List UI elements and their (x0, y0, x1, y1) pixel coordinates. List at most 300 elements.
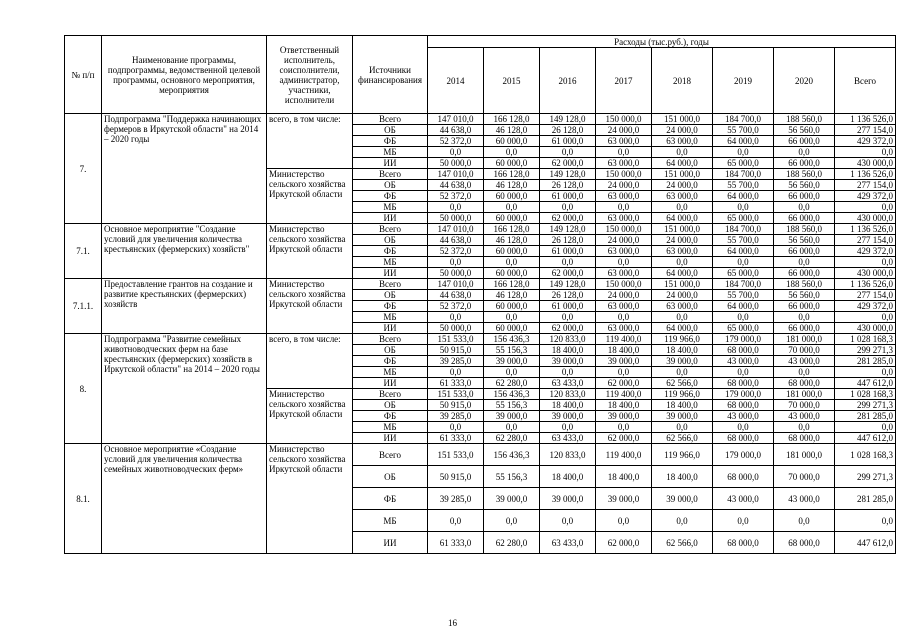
year-value: 0,0 (428, 367, 484, 378)
year-value: 24 000,0 (652, 125, 713, 136)
year-value: 119 966,0 (652, 389, 713, 400)
year-value: 50 000,0 (428, 213, 484, 224)
funding-source: МБ (353, 147, 428, 158)
year-value: 0,0 (484, 422, 540, 433)
year-value: 18 400,0 (596, 400, 652, 411)
year-value: 62 000,0 (540, 268, 596, 279)
year-value: 120 833,0 (540, 444, 596, 466)
year-value: 0,0 (774, 367, 835, 378)
year-value: 56 560,0 (774, 180, 835, 191)
table-row (65, 114, 896, 125)
funding-source: Всего (353, 279, 428, 290)
header-year: 2019 (713, 48, 774, 114)
header-year: Всего (835, 48, 896, 114)
year-value: 184 700,0 (713, 279, 774, 290)
total-value: 277 154,0 (835, 235, 896, 246)
year-value: 18 400,0 (652, 466, 713, 488)
year-value: 60 000,0 (484, 136, 540, 147)
year-value: 66 000,0 (774, 158, 835, 169)
year-value: 0,0 (540, 367, 596, 378)
header-year: 2018 (652, 48, 713, 114)
year-value: 0,0 (713, 312, 774, 323)
year-value: 62 000,0 (596, 378, 652, 389)
year-value: 0,0 (540, 202, 596, 213)
year-value: 150 000,0 (596, 224, 652, 235)
funding-source: ОБ (353, 290, 428, 301)
year-value: 63 000,0 (652, 301, 713, 312)
header-year: 2015 (484, 48, 540, 114)
table-row (65, 444, 896, 466)
year-value: 0,0 (652, 202, 713, 213)
total-value: 429 372,0 (835, 246, 896, 257)
year-value: 188 560,0 (774, 279, 835, 290)
year-value: 63 000,0 (596, 301, 652, 312)
funding-source: ОБ (353, 400, 428, 411)
year-value: 62 566,0 (652, 532, 713, 554)
year-value: 0,0 (652, 257, 713, 268)
item-name: Подпрограмма "Развитие семейных животноводческих ферм на базе крестьянских (фермерских) хозяйств в Иркутской области" на 2014 – 2020 годы (102, 334, 267, 444)
year-value: 0,0 (596, 202, 652, 213)
funding-source: ФБ (353, 488, 428, 510)
year-value: 56 560,0 (774, 125, 835, 136)
year-value: 70 000,0 (774, 466, 835, 488)
year-value: 26 128,0 (540, 235, 596, 246)
year-value: 63 000,0 (596, 268, 652, 279)
year-value: 39 000,0 (484, 356, 540, 367)
funding-source: ИИ (353, 433, 428, 444)
total-value: 299 271,3 (835, 345, 896, 356)
year-value: 119 400,0 (596, 444, 652, 466)
responsible-executor: Министерство сельского хозяйства Иркутской области (267, 224, 353, 279)
total-value: 0,0 (835, 257, 896, 268)
year-value: 0,0 (596, 367, 652, 378)
year-value: 26 128,0 (540, 125, 596, 136)
year-value: 18 400,0 (652, 400, 713, 411)
year-value: 0,0 (774, 312, 835, 323)
year-value: 65 000,0 (713, 158, 774, 169)
year-value: 151 000,0 (652, 169, 713, 180)
year-value: 179 000,0 (713, 334, 774, 345)
year-value: 181 000,0 (774, 334, 835, 345)
year-value: 68 000,0 (713, 400, 774, 411)
responsible-executor: всего, в том числе: (267, 114, 353, 169)
year-value: 24 000,0 (596, 180, 652, 191)
year-value: 39 000,0 (484, 488, 540, 510)
year-value: 62 000,0 (596, 433, 652, 444)
year-value: 18 400,0 (540, 400, 596, 411)
year-value: 55 156,3 (484, 466, 540, 488)
funding-source: Всего (353, 389, 428, 400)
year-value: 0,0 (540, 257, 596, 268)
year-value: 149 128,0 (540, 224, 596, 235)
year-value: 18 400,0 (540, 466, 596, 488)
funding-source: ФБ (353, 356, 428, 367)
year-value: 26 128,0 (540, 290, 596, 301)
funding-source: ОБ (353, 125, 428, 136)
year-value: 0,0 (540, 147, 596, 158)
year-value: 65 000,0 (713, 323, 774, 334)
year-value: 66 000,0 (774, 191, 835, 202)
total-value: 299 271,3 (835, 400, 896, 411)
item-number: 7.1. (65, 224, 102, 279)
year-value: 46 128,0 (484, 125, 540, 136)
year-value: 44 638,0 (428, 180, 484, 191)
year-value: 39 000,0 (596, 411, 652, 422)
year-value: 0,0 (774, 257, 835, 268)
year-value: 166 128,0 (484, 279, 540, 290)
funding-source: Всего (353, 334, 428, 345)
year-value: 39 000,0 (596, 356, 652, 367)
year-value: 50 000,0 (428, 158, 484, 169)
year-value: 0,0 (484, 367, 540, 378)
year-value: 62 000,0 (540, 213, 596, 224)
year-value: 0,0 (652, 312, 713, 323)
total-value: 430 000,0 (835, 213, 896, 224)
year-value: 0,0 (596, 510, 652, 532)
total-value: 277 154,0 (835, 290, 896, 301)
total-value: 430 000,0 (835, 323, 896, 334)
year-value: 70 000,0 (774, 345, 835, 356)
year-value: 0,0 (484, 257, 540, 268)
year-value: 55 156,3 (484, 400, 540, 411)
year-value: 0,0 (652, 147, 713, 158)
item-name: Основное мероприятие «Создание условий для увеличения количества семейных животноводческих ферм» (102, 444, 267, 554)
year-value: 0,0 (713, 367, 774, 378)
year-value: 63 000,0 (596, 136, 652, 147)
year-value: 39 000,0 (596, 488, 652, 510)
year-value: 179 000,0 (713, 444, 774, 466)
year-value: 18 400,0 (596, 345, 652, 356)
year-value: 63 000,0 (652, 246, 713, 257)
year-value: 44 638,0 (428, 290, 484, 301)
item-name: Подпрограмма "Поддержка начинающих фермеров в Иркутской области" на 2014 – 2020 годы (102, 114, 267, 224)
year-value: 52 372,0 (428, 301, 484, 312)
year-value: 39 000,0 (540, 411, 596, 422)
total-value: 1 028 168,3 (835, 334, 896, 345)
year-value: 64 000,0 (713, 191, 774, 202)
year-value: 55 700,0 (713, 180, 774, 191)
year-value: 26 128,0 (540, 180, 596, 191)
year-value: 62 000,0 (540, 323, 596, 334)
year-value: 50 000,0 (428, 323, 484, 334)
year-value: 61 000,0 (540, 136, 596, 147)
total-value: 447 612,0 (835, 378, 896, 389)
table-row (65, 279, 896, 290)
total-value: 0,0 (835, 422, 896, 433)
year-value: 151 000,0 (652, 114, 713, 125)
year-value: 62 280,0 (484, 433, 540, 444)
year-value: 65 000,0 (713, 268, 774, 279)
year-value: 119 400,0 (596, 389, 652, 400)
year-value: 62 000,0 (596, 532, 652, 554)
total-value: 281 285,0 (835, 488, 896, 510)
header-expenses: Расходы (тыс.руб.), годы (428, 36, 896, 48)
funding-source: ОБ (353, 180, 428, 191)
year-value: 184 700,0 (713, 169, 774, 180)
year-value: 18 400,0 (652, 345, 713, 356)
header-year: 2020 (774, 48, 835, 114)
year-value: 44 638,0 (428, 125, 484, 136)
year-value: 166 128,0 (484, 224, 540, 235)
year-value: 24 000,0 (652, 290, 713, 301)
year-value: 68 000,0 (713, 433, 774, 444)
total-value: 1 136 526,0 (835, 224, 896, 235)
year-value: 68 000,0 (774, 378, 835, 389)
year-value: 0,0 (774, 147, 835, 158)
year-value: 50 915,0 (428, 345, 484, 356)
year-value: 0,0 (484, 202, 540, 213)
year-value: 66 000,0 (774, 268, 835, 279)
total-value: 299 271,3 (835, 466, 896, 488)
year-value: 52 372,0 (428, 136, 484, 147)
year-value: 24 000,0 (652, 180, 713, 191)
year-value: 24 000,0 (596, 125, 652, 136)
year-value: 156 436,3 (484, 334, 540, 345)
year-value: 43 000,0 (774, 356, 835, 367)
header-name: Наименование программы, подпрограммы, ведомственной целевой программы, основного мероприятия, мероприятия (102, 36, 267, 114)
year-value: 0,0 (652, 510, 713, 532)
year-value: 64 000,0 (713, 136, 774, 147)
year-value: 46 128,0 (484, 180, 540, 191)
year-value: 68 000,0 (713, 466, 774, 488)
funding-source: Всего (353, 224, 428, 235)
item-number: 7.1.1. (65, 279, 102, 334)
year-value: 24 000,0 (596, 290, 652, 301)
funding-source: МБ (353, 510, 428, 532)
year-value: 50 915,0 (428, 466, 484, 488)
year-value: 60 000,0 (484, 213, 540, 224)
year-value: 46 128,0 (484, 290, 540, 301)
year-value: 0,0 (774, 202, 835, 213)
header-number: № п/п (65, 36, 102, 114)
total-value: 447 612,0 (835, 433, 896, 444)
year-value: 147 010,0 (428, 279, 484, 290)
year-value: 18 400,0 (596, 466, 652, 488)
total-value: 0,0 (835, 367, 896, 378)
year-value: 181 000,0 (774, 389, 835, 400)
year-value: 68 000,0 (774, 433, 835, 444)
year-value: 156 436,3 (484, 389, 540, 400)
year-value: 184 700,0 (713, 224, 774, 235)
total-value: 1 136 526,0 (835, 279, 896, 290)
funding-source: МБ (353, 312, 428, 323)
funding-source: ИИ (353, 378, 428, 389)
year-value: 44 638,0 (428, 235, 484, 246)
year-value: 62 566,0 (652, 378, 713, 389)
year-value: 147 010,0 (428, 224, 484, 235)
year-value: 61 333,0 (428, 378, 484, 389)
responsible-executor: Министерство сельского хозяйства Иркутской области (267, 279, 353, 334)
funding-source: ИИ (353, 323, 428, 334)
year-value: 43 000,0 (713, 488, 774, 510)
total-value: 277 154,0 (835, 180, 896, 191)
funding-source: МБ (353, 422, 428, 433)
year-value: 0,0 (540, 510, 596, 532)
year-value: 0,0 (713, 510, 774, 532)
year-value: 147 010,0 (428, 114, 484, 125)
funding-source: ИИ (353, 268, 428, 279)
funding-source: ОБ (353, 466, 428, 488)
year-value: 39 285,0 (428, 411, 484, 422)
total-value: 430 000,0 (835, 268, 896, 279)
funding-source: ОБ (353, 345, 428, 356)
year-value: 0,0 (596, 422, 652, 433)
funding-source: ОБ (353, 235, 428, 246)
year-value: 66 000,0 (774, 301, 835, 312)
funding-source: МБ (353, 202, 428, 213)
year-value: 149 128,0 (540, 169, 596, 180)
item-name: Предоставление грантов на создание и развитие крестьянских (фермерских) хозяйств (102, 279, 267, 334)
header-responsible: Ответственный исполнитель, соисполнители, администратор, участники, исполнители (267, 36, 353, 114)
year-value: 63 000,0 (652, 136, 713, 147)
year-value: 60 000,0 (484, 268, 540, 279)
year-value: 156 436,3 (484, 444, 540, 466)
year-value: 0,0 (428, 510, 484, 532)
funding-source: ИИ (353, 213, 428, 224)
year-value: 151 533,0 (428, 444, 484, 466)
total-value: 447 612,0 (835, 532, 896, 554)
header-year: 2017 (596, 48, 652, 114)
year-value: 50 915,0 (428, 400, 484, 411)
year-value: 63 000,0 (596, 191, 652, 202)
year-value: 55 700,0 (713, 235, 774, 246)
total-value: 0,0 (835, 312, 896, 323)
year-value: 0,0 (596, 312, 652, 323)
year-value: 39 000,0 (484, 411, 540, 422)
year-value: 0,0 (428, 202, 484, 213)
year-value: 50 000,0 (428, 268, 484, 279)
year-value: 24 000,0 (596, 235, 652, 246)
funding-source: ФБ (353, 191, 428, 202)
year-value: 0,0 (713, 147, 774, 158)
year-value: 60 000,0 (484, 246, 540, 257)
year-value: 64 000,0 (652, 213, 713, 224)
year-value: 63 000,0 (652, 191, 713, 202)
year-value: 62 280,0 (484, 378, 540, 389)
year-value: 181 000,0 (774, 444, 835, 466)
year-value: 39 000,0 (652, 356, 713, 367)
year-value: 0,0 (774, 510, 835, 532)
year-value: 0,0 (596, 147, 652, 158)
year-value: 68 000,0 (713, 378, 774, 389)
year-value: 62 000,0 (540, 158, 596, 169)
year-value: 43 000,0 (713, 356, 774, 367)
year-value: 61 333,0 (428, 433, 484, 444)
year-value: 63 433,0 (540, 378, 596, 389)
year-value: 0,0 (713, 257, 774, 268)
year-value: 63 433,0 (540, 433, 596, 444)
year-value: 39 000,0 (540, 488, 596, 510)
year-value: 46 128,0 (484, 235, 540, 246)
year-value: 0,0 (428, 422, 484, 433)
year-value: 52 372,0 (428, 246, 484, 257)
total-value: 430 000,0 (835, 158, 896, 169)
year-value: 0,0 (713, 202, 774, 213)
total-value: 277 154,0 (835, 125, 896, 136)
year-value: 64 000,0 (652, 323, 713, 334)
item-number: 7. (65, 114, 102, 224)
year-value: 150 000,0 (596, 114, 652, 125)
year-value: 62 280,0 (484, 532, 540, 554)
year-value: 43 000,0 (774, 488, 835, 510)
year-value: 188 560,0 (774, 114, 835, 125)
header-source: Источники финансирования (353, 36, 428, 114)
total-value: 1 028 168,3 (835, 444, 896, 466)
responsible-executor: всего, в том числе: (267, 334, 353, 389)
year-value: 166 128,0 (484, 169, 540, 180)
year-value: 151 000,0 (652, 279, 713, 290)
year-value: 56 560,0 (774, 235, 835, 246)
funding-source: ИИ (353, 158, 428, 169)
total-value: 0,0 (835, 147, 896, 158)
year-value: 151 533,0 (428, 389, 484, 400)
program-table-page (64, 35, 895, 554)
year-value: 149 128,0 (540, 279, 596, 290)
year-value: 39 000,0 (540, 356, 596, 367)
year-value: 18 400,0 (540, 345, 596, 356)
funding-source: ФБ (353, 136, 428, 147)
year-value: 63 000,0 (596, 213, 652, 224)
funding-source: Всего (353, 169, 428, 180)
year-value: 0,0 (713, 422, 774, 433)
year-value: 0,0 (428, 257, 484, 268)
header-year: 2014 (428, 48, 484, 114)
page-number: 16 (448, 618, 457, 628)
total-value: 429 372,0 (835, 191, 896, 202)
year-value: 66 000,0 (774, 246, 835, 257)
total-value: 1 028 168,3 (835, 389, 896, 400)
year-value: 60 000,0 (484, 323, 540, 334)
year-value: 149 128,0 (540, 114, 596, 125)
year-value: 66 000,0 (774, 136, 835, 147)
responsible-executor: Министерство сельского хозяйства Иркутской области (267, 169, 353, 224)
year-value: 0,0 (428, 312, 484, 323)
year-value: 150 000,0 (596, 169, 652, 180)
year-value: 68 000,0 (713, 532, 774, 554)
year-value: 120 833,0 (540, 389, 596, 400)
year-value: 56 560,0 (774, 290, 835, 301)
financing-table (64, 35, 896, 554)
table-body (65, 114, 896, 554)
year-value: 43 000,0 (774, 411, 835, 422)
year-value: 60 000,0 (484, 301, 540, 312)
year-value: 188 560,0 (774, 224, 835, 235)
year-value: 0,0 (484, 312, 540, 323)
total-value: 429 372,0 (835, 136, 896, 147)
total-value: 1 136 526,0 (835, 114, 896, 125)
total-value: 0,0 (835, 202, 896, 213)
year-value: 52 372,0 (428, 191, 484, 202)
year-value: 63 000,0 (596, 246, 652, 257)
table-row (65, 224, 896, 235)
year-value: 120 833,0 (540, 334, 596, 345)
funding-source: ИИ (353, 532, 428, 554)
item-number: 8.1. (65, 444, 102, 554)
year-value: 64 000,0 (713, 246, 774, 257)
year-value: 0,0 (652, 367, 713, 378)
year-value: 43 000,0 (713, 411, 774, 422)
year-value: 39 285,0 (428, 356, 484, 367)
year-value: 62 566,0 (652, 433, 713, 444)
item-name: Основное мероприятие "Создание условий для увеличения количества крестьянских (фермерских) хозяйств" (102, 224, 267, 279)
year-value: 66 000,0 (774, 323, 835, 334)
year-value: 0,0 (652, 422, 713, 433)
table-header (65, 36, 896, 114)
year-value: 39 000,0 (652, 411, 713, 422)
year-value: 63 433,0 (540, 532, 596, 554)
funding-source: ФБ (353, 246, 428, 257)
year-value: 39 000,0 (652, 488, 713, 510)
